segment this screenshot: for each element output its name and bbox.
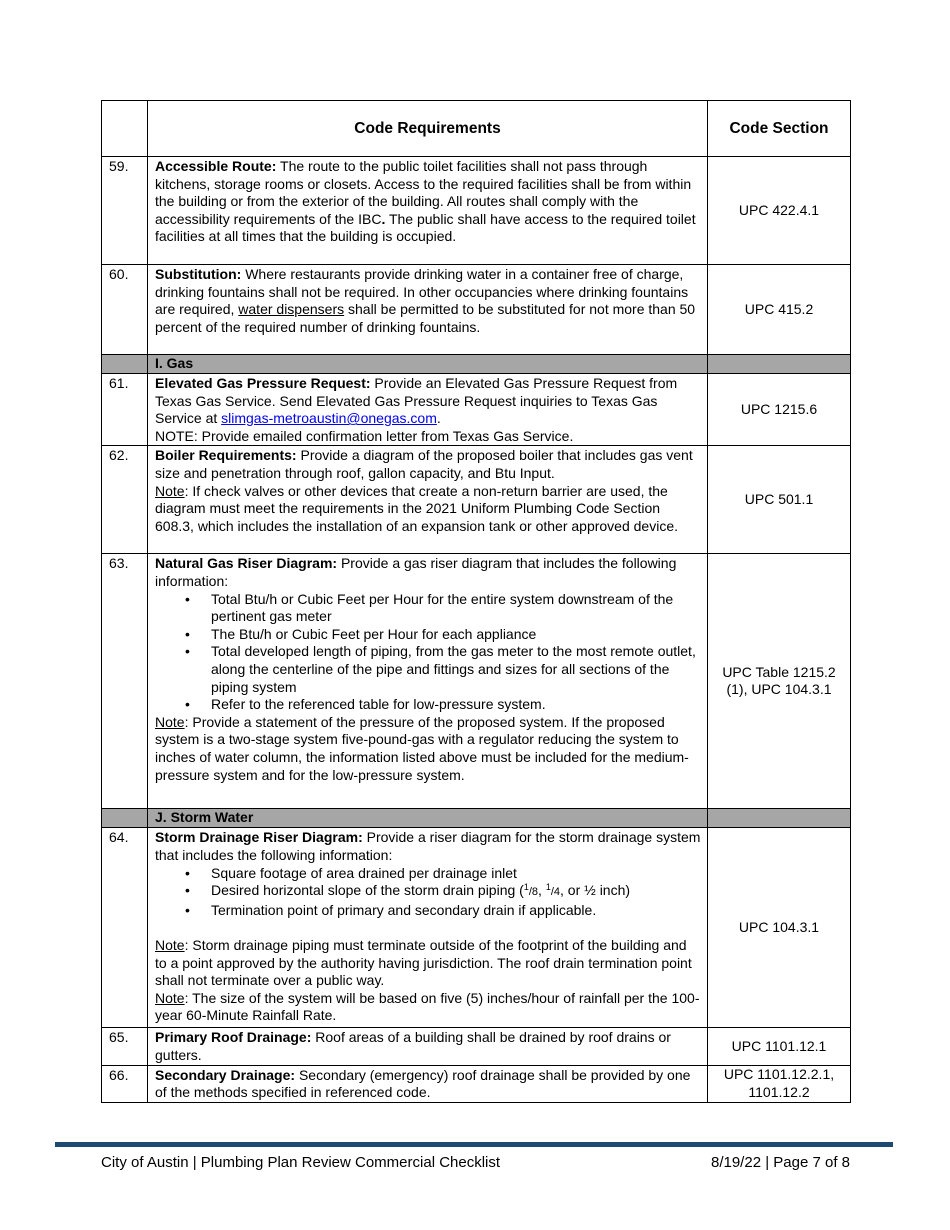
code-requirements-table <box>101 100 851 1103</box>
email-link[interactable]: slimgas-metroaustin@onegas.com <box>221 410 437 427</box>
table-header-row <box>102 101 851 157</box>
note-label: Note <box>155 713 185 730</box>
list-item: • Square footage of area drained per drainage inlet <box>211 865 702 883</box>
table-row <box>102 446 851 554</box>
code-section: UPC 501.1 <box>708 446 851 554</box>
row-number: 61. <box>102 374 148 446</box>
bullet-list <box>155 865 702 920</box>
list-item: • Desired horizontal slope of the storm drain piping ($^1$/8, $^1$/4, or ½ inch) <box>211 882 702 902</box>
row-number: 63. <box>102 554 148 809</box>
row-number: 64. <box>102 828 148 1028</box>
requirement-body: Where restaurants provide drinking water in a container free of charge, drinking fountains shall not be required. In other occupancies where drinking fountains are required, <box>155 266 689 318</box>
code-section: UPC 1101.12.1 <box>708 1028 851 1065</box>
list-item: • The Btu/h or Cubic Feet per Hour for each appliance <box>211 626 702 644</box>
code-section: UPC 415.2 <box>708 265 851 355</box>
requirement-text <box>148 1065 708 1102</box>
requirement-text <box>148 374 708 446</box>
requirement-body-cont: . <box>436 410 441 427</box>
table-row <box>102 157 851 265</box>
note-text: : Storm drainage piping must terminate outside of the footprint of the building and to a point approved by the authority having jurisdiction. The roof drain termination point shall not terminate over a public way. <box>155 936 692 989</box>
row-number: 60. <box>102 265 148 355</box>
requirement-title: Elevated Gas Pressure Request: <box>155 375 371 391</box>
note-label: Note <box>155 936 185 953</box>
table-row <box>102 554 851 809</box>
footer-rule <box>55 1142 893 1147</box>
code-section: UPC 104.3.1 <box>708 828 851 1028</box>
list-item: • Total Btu/h or Cubic Feet per Hour for the entire system downstream of the pertinent gas meter <box>211 591 702 626</box>
requirement-text <box>148 157 708 265</box>
requirement-title: Primary Roof Drainage: <box>155 1029 312 1046</box>
requirement-text <box>148 265 708 355</box>
code-section: UPC Table 1215.2 (1), UPC 104.3.1 <box>708 554 851 809</box>
underlined-term: water dispensers <box>238 301 345 318</box>
requirement-title: Secondary Drainage: <box>155 1066 296 1083</box>
requirement-body: Provide a diagram of the proposed boiler that includes gas vent size and penetration through roof, gallon capacity, and Btu Input. <box>155 447 693 481</box>
requirement-title: Storm Drainage Riser Diagram: <box>155 829 363 846</box>
bold-period: . <box>381 210 386 227</box>
note-label: Note <box>155 482 185 499</box>
note-text: : The size of the system will be based on five (5) inches/hour of rainfall per the 100-year 60-Minute Rainfall Rate. <box>155 989 700 1024</box>
table-row <box>102 374 851 446</box>
requirement-body: Provide an Elevated Gas Pressure Request from Texas Gas Service. Send Elevated Gas Pressure Request inquiries to Texas Gas Service at <box>155 375 678 427</box>
requirement-body: Provide a gas riser diagram that includes the following information: <box>155 555 677 589</box>
footer-title: City of Austin | Plumbing Plan Review Commercial Checklist <box>101 1154 501 1171</box>
footer-date-page: 8/19/22 | Page 7 of 8 <box>710 1154 850 1171</box>
section-title: J. Storm Water <box>148 809 708 828</box>
table-row <box>102 1065 851 1102</box>
header-number <box>102 101 148 157</box>
note-text: : If check valves or other devices that create a non-return barrier are used, the diagram must meet the requirements in the 2021 Uniform Plumbing Code Section 608.3, which includes the installation of an expansion tank or other approved device. <box>155 482 679 534</box>
bullet-list <box>155 591 702 714</box>
requirement-body-cont: shall be permitted to be substituted for not more than 50 percent of the required number of drinking fountains. <box>155 301 696 335</box>
row-number: 59. <box>102 157 148 265</box>
requirement-note: NOTE: Provide emailed confirmation letter from Texas Gas Service. <box>155 427 574 444</box>
requirement-title: Substitution: <box>155 266 242 282</box>
requirement-title: Accessible Route: <box>155 158 277 174</box>
note-label: Note <box>155 989 185 1006</box>
requirement-text <box>148 554 708 809</box>
section-title: I. Gas <box>148 355 708 374</box>
note-text: : Provide a statement of the pressure of the proposed system. If the proposed system is a two-stage system five-pound-gas with a regulator reducing the system to inches of water column, the information listed above must be included for the medium-pressure system and for the low-pressure system. <box>155 713 689 783</box>
table-row <box>102 265 851 355</box>
requirement-body: Roof areas of a building shall be drained by roof drains or gutters. <box>155 1029 671 1063</box>
table-row <box>102 1028 851 1065</box>
table-row <box>102 828 851 1028</box>
header-code-requirements: Code Requirements <box>148 101 708 157</box>
requirement-text <box>148 1028 708 1065</box>
list-item: • Refer to the referenced table for low-pressure system. <box>211 696 702 714</box>
requirement-text <box>148 828 708 1028</box>
row-number: 66. <box>102 1065 148 1102</box>
code-section: UPC 1215.6 <box>708 374 851 446</box>
list-item: • Total developed length of piping, from the gas meter to the most remote outlet, along the centerline of the pipe and fittings and sizes for all sections of the piping system <box>211 643 702 696</box>
requirement-body: Provide a riser diagram for the storm drainage system that includes the following information: <box>155 829 701 863</box>
list-item: • Termination point of primary and secondary drain if applicable. <box>211 902 702 920</box>
requirement-title: Boiler Requirements: <box>155 447 297 464</box>
requirement-text <box>148 446 708 554</box>
header-code-section: Code Section <box>708 101 851 157</box>
requirement-body-cont: The public shall have access to the required toilet facilities at all times that the building is occupied. <box>155 210 696 245</box>
section-header-row <box>102 809 851 828</box>
requirement-title: Natural Gas Riser Diagram: <box>155 555 338 572</box>
row-number: 65. <box>102 1028 148 1065</box>
row-number: 62. <box>102 446 148 554</box>
code-section: UPC 1101.12.2.1, 1101.12.2 <box>708 1065 851 1102</box>
requirement-body: Secondary (emergency) roof drainage shall be provided by one of the methods specified in referenced code. <box>155 1066 691 1101</box>
code-section: UPC 422.4.1 <box>708 157 851 265</box>
requirement-body: The route to the public toilet facilities shall not pass through kitchens, storage rooms or closets. Access to the required facilities shall be from within the building or from the exterior of the building. All routes shall comply with the accessibility requirements of the IBC <box>155 158 692 227</box>
section-header-row <box>102 355 851 374</box>
